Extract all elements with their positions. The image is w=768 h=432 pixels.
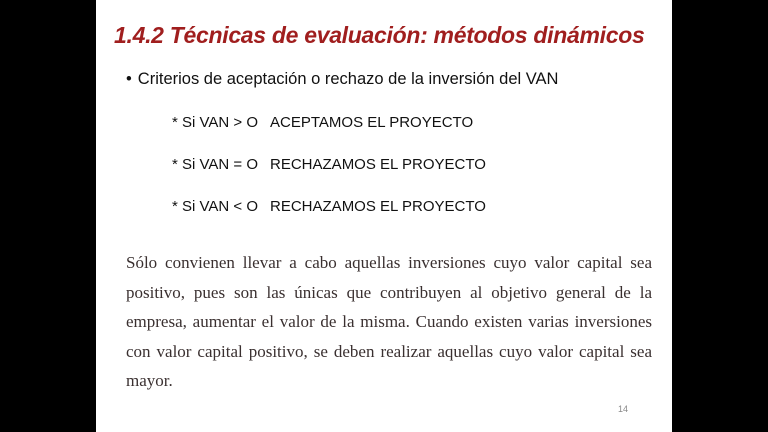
condition-label: * Si VAN > O [172, 114, 259, 131]
condition-row-zero [172, 156, 486, 173]
condition-label: * Si VAN = O [172, 156, 259, 173]
condition-label: * Si VAN < O [172, 198, 259, 215]
bullet-text: Criterios de aceptación o rechazo de la inversión del VAN [137, 70, 559, 88]
presentation-slide [96, 0, 672, 432]
bullet-item [126, 70, 558, 89]
page-number: 14 [617, 404, 628, 414]
condition-result: RECHAZAMOS EL PROYECTO [270, 198, 486, 215]
slide-title: 1.4.2 Técnicas de evaluación: métodos dinámicos [114, 22, 645, 48]
condition-result: ACEPTAMOS EL PROYECTO [270, 114, 474, 131]
condition-result: RECHAZAMOS EL PROYECTO [270, 156, 486, 173]
condition-row-negative [172, 198, 486, 215]
explanation-paragraph: Sólo convienen llevar a cabo aquellas inversiones cuyo valor capital sea positivo, pues son las únicas que contribuyen al objetivo general de la empresa, aumentar el valor de la misma. Cuando existen varias inversiones con valor capital positivo, se deben realizar aquellas cuyo valor capital sea mayor. [126, 253, 652, 390]
bullet-icon: • [126, 70, 132, 88]
condition-row-positive [172, 114, 473, 131]
